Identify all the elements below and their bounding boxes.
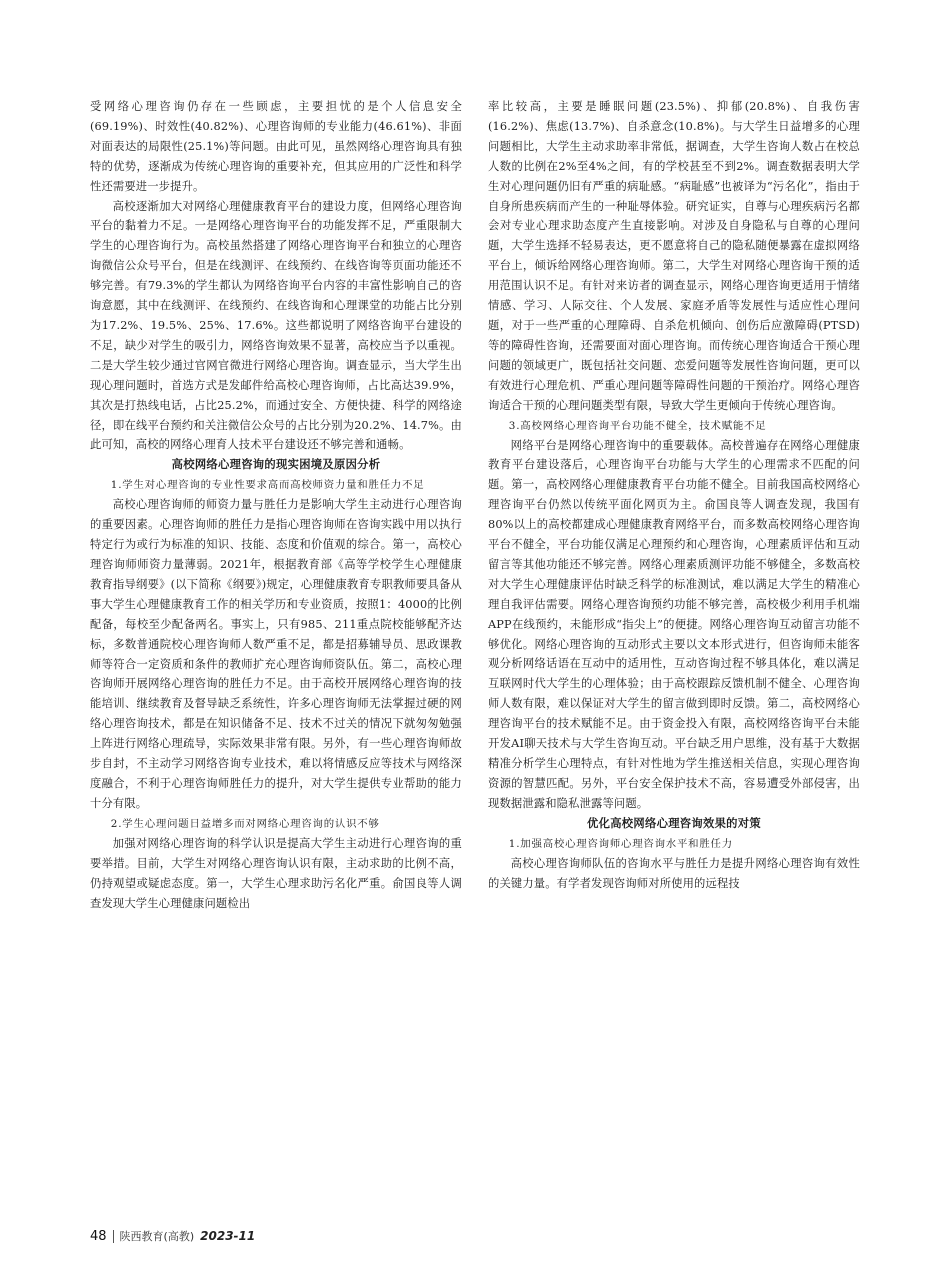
subsection-heading: 3.高校网络心理咨询平台功能不健全，技术赋能不足 [508,419,767,432]
paragraph: 率比较高，主要是睡眠问题(23.5%)、抑郁(20.8%)、自我伤害(16.2%)、焦虑(13.7%)、自杀意念(10.8%)。与大学生日益增多的心理问题相比，大学生主动求助率非常低，据调查，大学生咨询人数占在校总人数的比例在2%至4%之间，有的学校甚至不到2%。调查数据表明大学生对心理问题仍旧有严重的病耻感。“病耻感”也被译为“污名化”，指由于自身所患疾病而产生的一种耻辱体验。研究证实，自尊与心理疾病污名都会对专业心理求助态度产生直接影响。对涉及自身隐私与自尊的心理问题，大学生选择不轻易表达，更不愿意将自己的隐私随便暴露在虚拟网络平台上，倾诉给网络心理咨询师。第二，大学生对网络心理咨询干预的适用范围认识不足。有针对来访者的调查显示，网络心理咨询更适用于情绪情感、学习、人际交往、个人发展、家庭矛盾等发展性与适应性心理问题，对于一些严重的心理障碍、自杀危机倾向、创伤后应激障碍(PTSD)等的障碍性咨询，还需要面对面心理咨询。而传统心理咨询适合干预心理问题的领域更广，既包括社交问题、恋爱问题等发展性咨询问题，更可以有效进行心理危机、严重心理问题等障碍性问题的干预治疗。网络心理咨询适合干预的心理问题类型有限，导致大学生更倾向于传统心理咨询。 [488,100,860,412]
subsection-heading: 1.加强高校心理咨询师心理咨询水平和胜任力 [508,837,733,850]
paragraph: 网络平台是网络心理咨询中的重要载体。高校普遍存在网络心理健康教育平台建设落后，心理咨询平台功能与大学生的心理需求不匹配的问题。第一，高校网络心理健康教育平台功能不健全。目前我国高校网络心理咨询平台仍然以传统平面化网页为主。俞国良等人调查发现，我国有80%以上的高校都建成心理健康教育网络平台，而多数高校网络心理咨询平台不健全，平台功能仅满足心理预约和心理咨询，心理素质评估和互动留言等其他功能还不够完善。网络心理素质测评功能不够健全，多数高校对大学生心理健康评估时缺乏科学的标准测试，难以满足大学生的精准心理自我评估需要。网络心理咨询预约功能不够完善，高校极少利用手机端APP在线预约，未能形成“指尖上”的便捷。网络心理咨询互动留言功能不够优化。网络心理咨询的互动形式主要以文本形式进行，但咨询师未能客观分析网络话语在互动中的适用性，互动咨询过程不够具体化，难以满足互联网时代大学生的心理体验；由于高校跟踪反馈机制不健全、心理咨询师人数有限，难以保证对大学生的留言做到即时反馈。第二，高校网络心理咨询平台的技术赋能不足。由于资金投入有限，高校网络咨询平台未能开发AI聊天技术与大学生咨询互动。平台缺乏用户思维，没有基于大数据精准分析学生心理特点，有针对性地为学生推送相关信息，实现心理咨询资源的智慧匹配。另外，平台安全保护技术不高，容易遭受外部侵害，出现数据泄露和隐私泄露等问题。 [488,438,860,810]
subsection-heading: 2.学生心理问题日益增多而对网络心理咨询的认识不够 [110,817,380,830]
footer-divider [113,1230,114,1243]
section-heading: 优化高校网络心理咨询效果的对策 [587,816,761,830]
page-footer [90,1228,255,1244]
left-column [90,97,462,913]
journal-issue: 2023-11 [200,1229,256,1243]
subsection-heading: 1.学生对心理咨询的专业性要求高而高校师资力量和胜任力不足 [110,479,425,492]
right-column [488,97,860,894]
page-number: 48 [90,1228,107,1244]
section-heading: 高校网络心理咨询的现实困境及原因分析 [171,458,381,472]
journal-name: 陕西教育(高教) [119,1230,195,1243]
paragraph: 受网络心理咨询仍存在一些顾虑，主要担忧的是个人信息安全(69.19%)、时效性(40.82%)、心理咨询师的专业能力(46.61%)、非面对面表达的局限性(25.1%)等问题。由此可见，虽然网络心理咨询具有独特的优势，逐渐成为传统心理咨询的重要补充，但其应用的广泛性和科学性还需要进一步提升。 [90,100,462,193]
paragraph: 高校心理咨询师队伍的咨询水平与胜任力是提升网络心理咨询有效性的关键力量。有学者发现咨询师对所使用的远程技 [488,856,860,890]
paragraph: 高校心理咨询师的师资力量与胜任力是影响大学生主动进行心理咨询的重要因素。心理咨询师的胜任力是指心理咨询师在咨询实践中用以执行特定行为或行为标准的知识、技能、态度和价值观的综合。第一，高校心理咨询师师资力量薄弱。2021年，根据教育部《高等学校学生心理健康教育指导纲要》(以下简称《纲要》)规定，心理健康教育专职教师要具备从事大学生心理健康教育工作的相关学历和专业资质，按照1：4000的比例配备，每校至少配备两名。事实上，只有985、211重点院校能够配齐达标，多数普通院校心理咨询师人数严重不足，都是招募辅导员、思政课教师等符合一定资质和条件的教师扩充心理咨询师资队伍。第二，高校心理咨询师开展网络心理咨询的胜任力不足。由于高校开展网络心理咨询的技能培训、继续教育及督导缺乏系统性，许多心理咨询师无法掌握过硬的网络心理咨询技术，都是在知识储备不足、技术不过关的情况下就匆匆勉强上阵进行网络心理疏导，实际效果非常有限。另外，有一些心理咨询师故步自封，不主动学习网络咨询专业技术，难以将情感反应等技术与网络深度融合，不利于心理咨询师胜任力的提升，对大学生提供专业帮助的能力十分有限。 [90,498,462,810]
paragraph: 加强对网络心理咨询的科学认识是提高大学生主动进行心理咨询的重要举措。目前，大学生对网络心理咨询认识有限，主动求助的比例不高，仍持观望或疑虑态度。第一，大学生心理求助污名化严重。俞国良等人调查发现大学生心理健康问题检出 [90,836,462,910]
paragraph: 高校逐渐加大对网络心理健康教育平台的建设力度，但网络心理咨询平台的黏着力不足。一是网络心理咨询平台的功能发挥不足，严重限制大学生的心理咨询行为。高校虽然搭建了网络心理咨询平台和独立的心理咨询微信公众号平台，但是在线测评、在线预约、在线咨询等页面功能还不够完善。有79.3%的学生都认为网络咨询平台内容的丰富性影响自己的咨询意愿，其中在线测评、在线预约、在线咨询和心理课堂的功能占比分别为17.2%、19.5%、25%、17.6%。这些都说明了网络咨询平台建设的不足，缺少对学生的吸引力，网络咨询效果不显著，高校应当予以重视。二是大学生较少通过官网官微进行网络心理咨询。调查显示，当大学生出现心理问题时，首选方式是发邮件给高校心理咨询师，占比高达39.9%，其次是打热线电话，占比25.2%，而通过安全、方便快捷、科学的网络途径，即在线平台预约和关注微信公众号的占比分别为20.2%、14.7%。由此可知，高校的网络心理育人技术平台建设还不够完善和通畅。 [90,199,462,452]
